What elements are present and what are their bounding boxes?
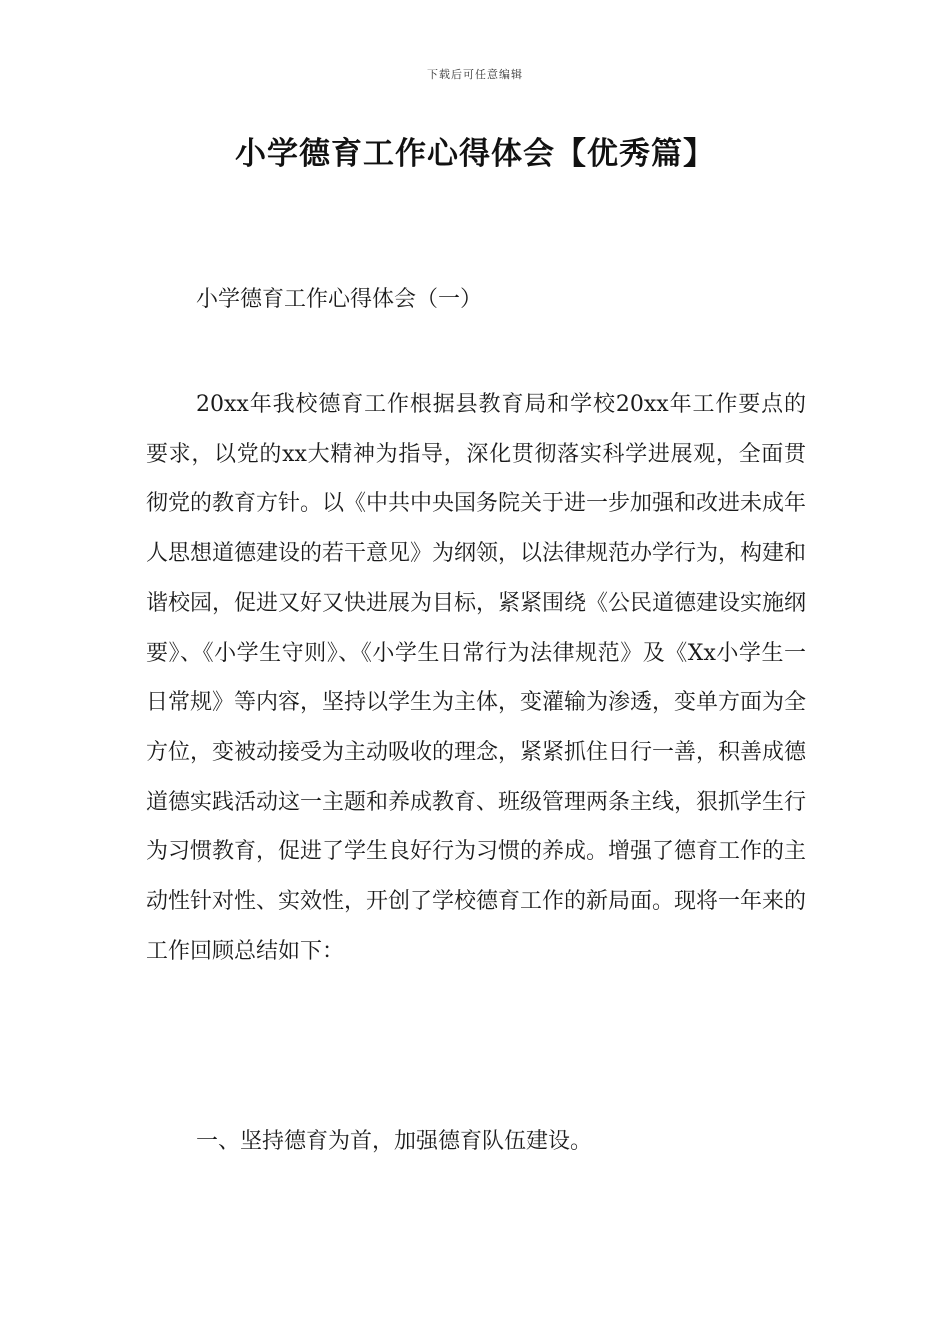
header-note: 下载后可任意编辑 [427, 68, 523, 81]
body-paragraph: 20xx年我校德育工作根据县教育局和学校20xx年工作要点的要求，以党的xx大精神为指导，深化贯彻落实科学进展观，全面贯彻党的教育方针。以《中共中央国务院关于进一步加强和改进未成年人思想道德建设的若干意见》为纲领，以法律规范办学行为，构建和谐校园，促进又好又快进展为目标，紧紧围绕《公民道德建设实施纲要》、《小学生守则》、《小学生日常行为法律规范》及《Xx小学生一日常规》等内容，坚持以学生为主体，变灌输为渗透，变单方面为全方位，变被动接受为主动吸收的理念，紧紧抓住日行一善，积善成德道德实践活动这一主题和养成教育、班级管理两条主线，狠抓学生行为习惯教育，促进了学生良好行为习惯的养成。增强了德育工作的主动性针对性、实效性，开创了学校德育工作的新局面。现将一年来的工作回顾总结如下： [146, 392, 807, 964]
sub-heading: 一、坚持德育为首，加强德育队伍建设。 [196, 1129, 593, 1154]
document-title: 小学德育工作心得体会【优秀篇】 [235, 136, 715, 172]
section-heading: 小学德育工作心得体会（一） [196, 287, 483, 312]
